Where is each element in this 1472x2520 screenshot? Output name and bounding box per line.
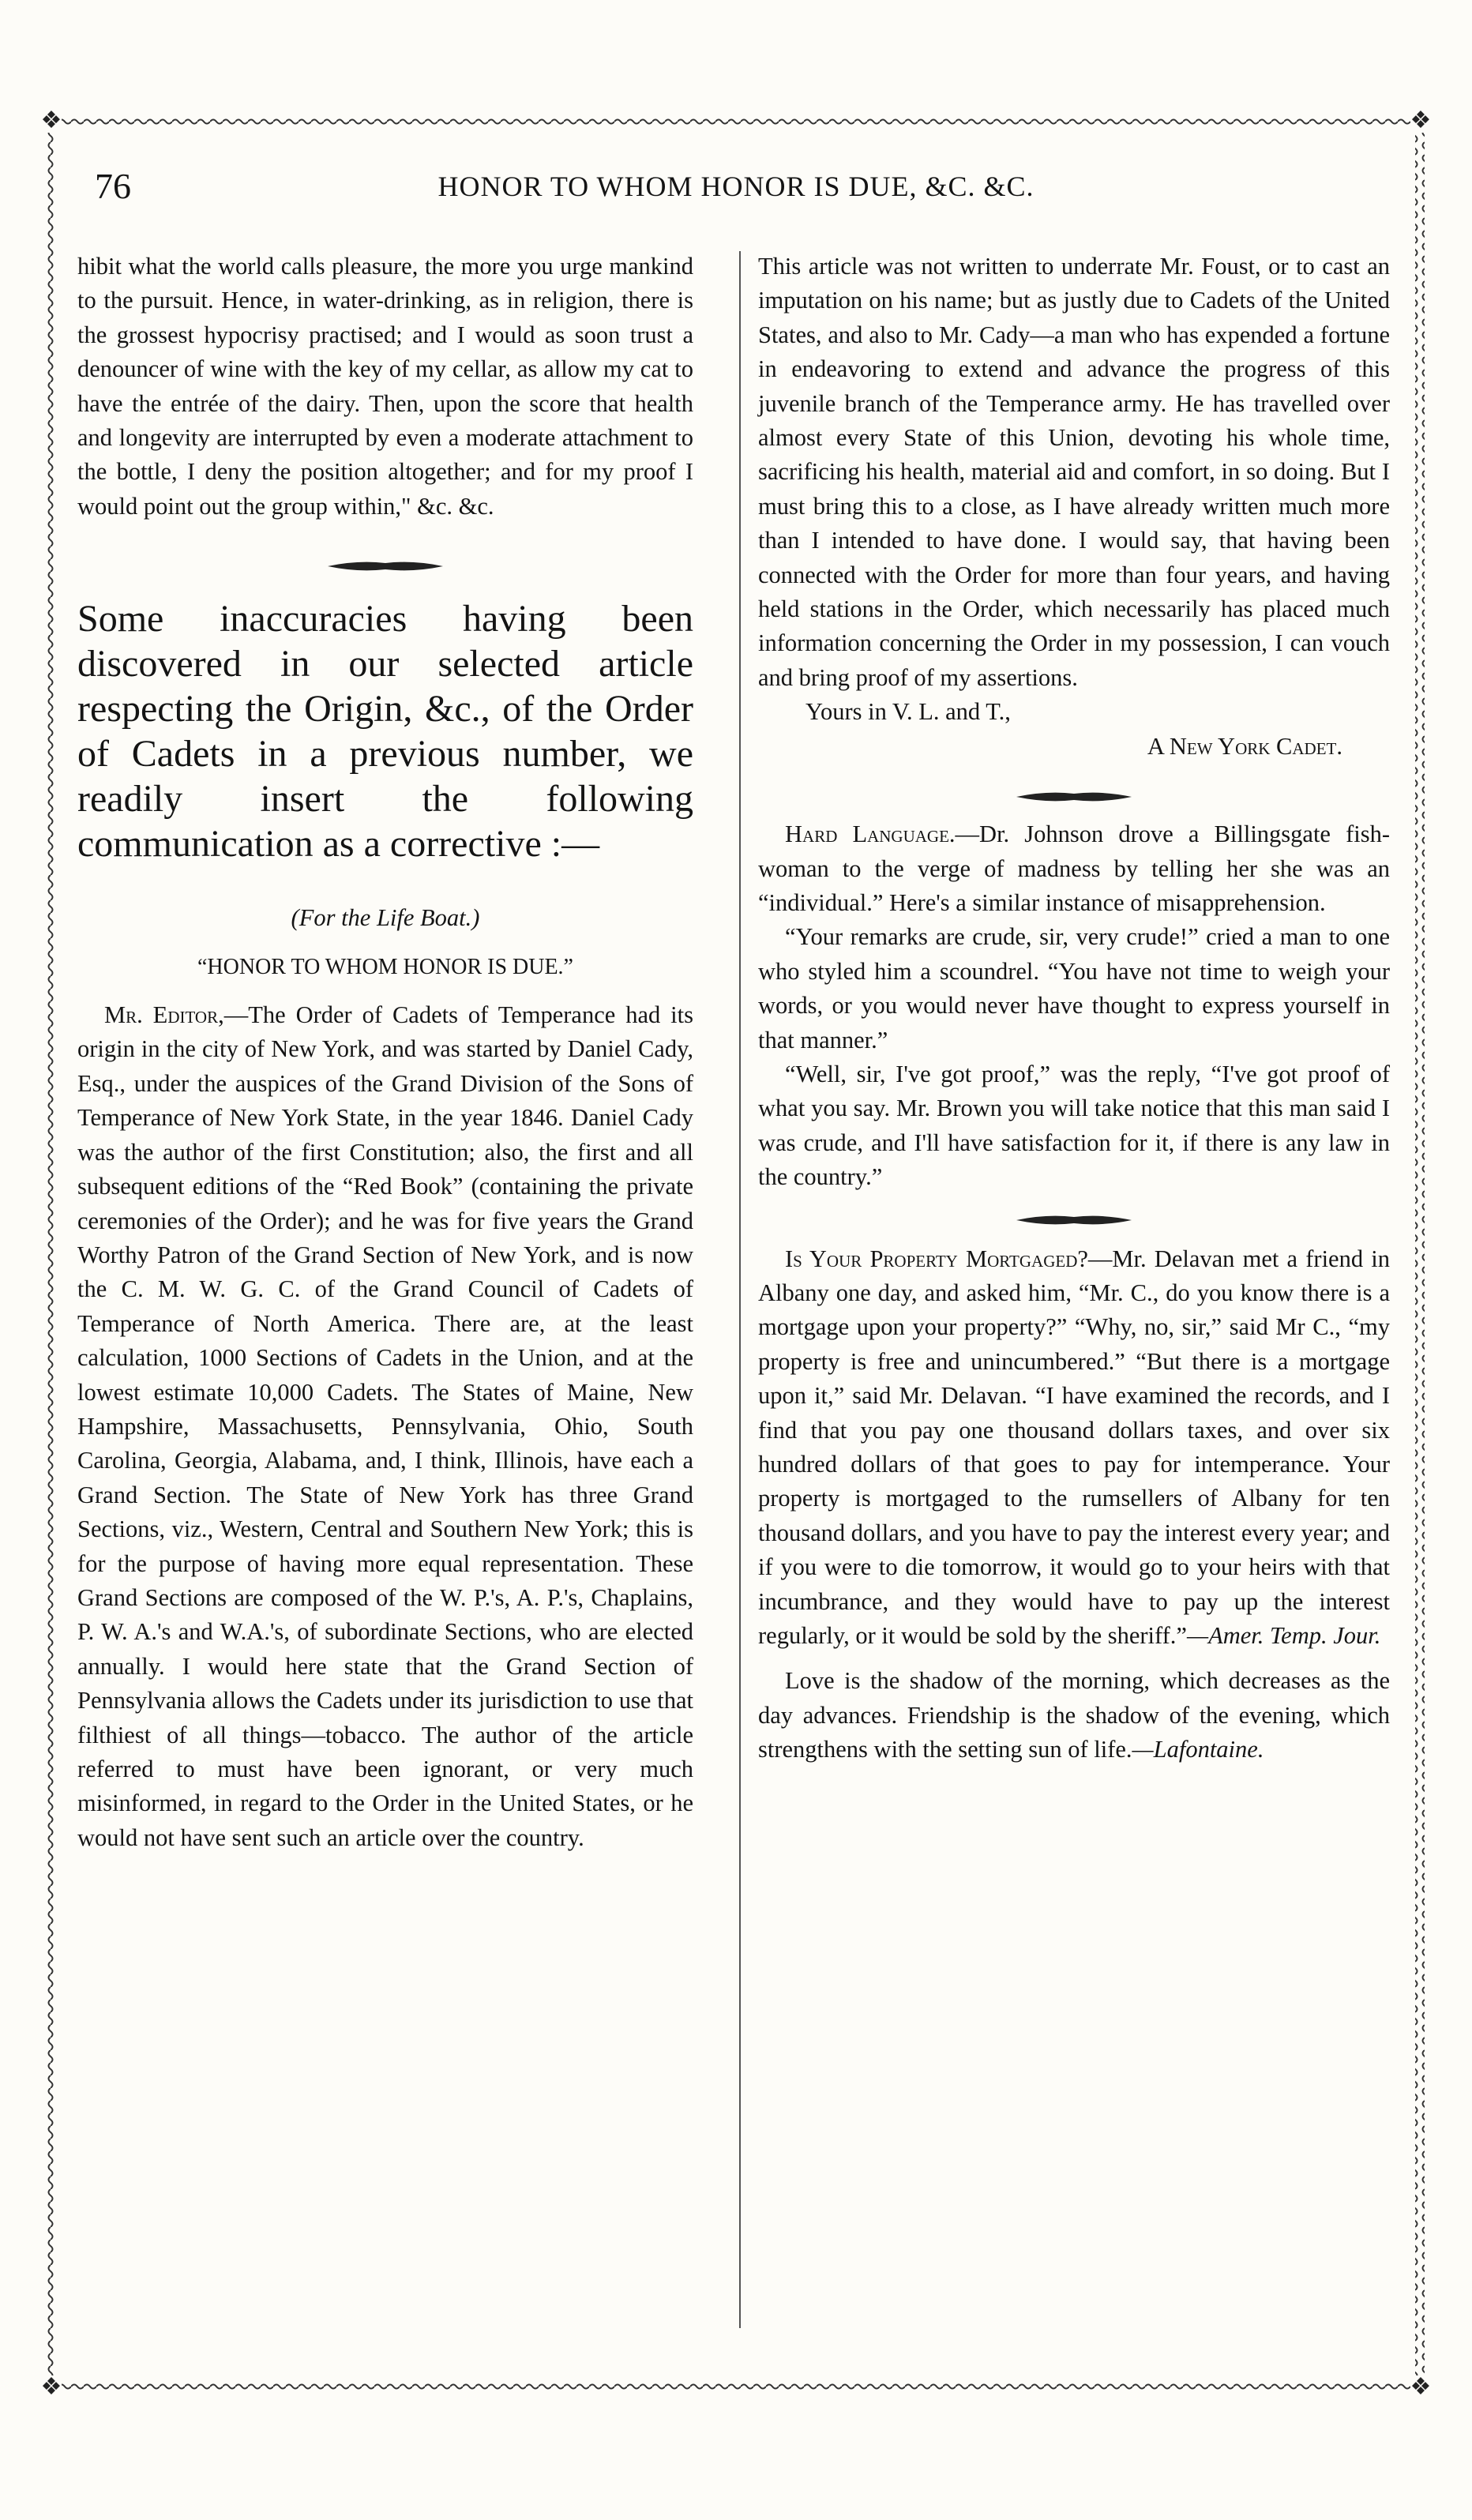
leaf-divider-icon [758, 1204, 1390, 1236]
editorial-notice: Some inaccuracies having been discovered in our selected article respecting the Origin, &c., of the Order of Cadets in a previous number, we readily insert the following communication as a corrective :— [77, 598, 693, 866]
leaf-divider-icon [77, 550, 693, 582]
quote-source: —Lafontaine. [1132, 1736, 1264, 1763]
article-text: —Dr. Johnson drove a Billingsgate fish-woman to the verge of madness by telling her she was an “individual.” Here's a similar instance of misapprehension. [758, 821, 1390, 916]
article-title: Is Your Property Mortgaged? [785, 1245, 1088, 1272]
letter-body [77, 998, 693, 1855]
quote-text: Love is the shadow of the morning, which decreases as the day advances. Friendship is the shadow of the evening, which strengthens with the setting sun of life. [758, 1667, 1390, 1763]
page-frame [40, 107, 1432, 2400]
column-rule [739, 251, 741, 2328]
source-credit: (For the Life Boat.) [291, 904, 480, 932]
ornament-corner-icon: ❖ [1410, 2374, 1432, 2400]
closing-line: Yours in V. L. and T., [805, 698, 1011, 726]
running-head [95, 163, 1377, 210]
page-number: 76 [95, 166, 131, 206]
quote-lafontaine [758, 1664, 1390, 1767]
ornament-corner-icon: ❖ [40, 107, 62, 133]
body-paragraph: hibit what the world calls pleasure, the more you urge mankind to the pursuit. Hence, in water-drinking, as in religion, there is the grossest hypocrisy practised; and I would as soon trust a denouncer of wine with the key of my cellar, as allow my cat to have the entrée of the dairy. Then, upon the score that health and longevity are interrupted by even a moderate attachment to the bottle, I deny the position altogether; and for my proof I would point out the group within," &c. &c. [77, 253, 693, 520]
salutation: Mr. Editor, [104, 1001, 224, 1029]
page-title: HONOR TO WHOM HONOR IS DUE, &C. &C. [437, 171, 1035, 202]
article-title: Hard Language. [785, 821, 956, 848]
letter-text: —The Order of Cadets of Temperance had its origin in the city of New York, and was started by Daniel Cady, Esq., under the auspices of the Grand Division of the Sons of Temperance of New York State, in the year 1846. Daniel Cady was the author of the first Constitution; also, the first and all subsequent editions of the “Red Book” (containing the private ceremonies of the Order); and he was for five years the Grand Worthy Patron of the Grand Section of New York, and is now the C. M. W. G. C. of the Grand Council of Cadets of Temperance of North America. There are, at the least calculation, 1000 Sections of Cadets in the Union, and at the lowest estimate 10,000 Cadets. The States of Maine, New Hampshire, Massachusetts, Pennsylvania, Ohio, South Carolina, Georgia, Alabama, and, I think, Illinois, have each a Grand Section. The State of New York has three Grand Sections, viz., Western, Central and Southern New York; this is for the purpose of having more equal representation. These Grand Sections are composed of the W. P.'s, A. P.'s, Chaplains, P. W. A.'s and W.A.'s, of subordinate Sections, who are elected annually. I would here state that the Grand Section of Pennsylvania allows the Cadets under its jurisdiction to use that filthiest of all things—tobacco. The author of the article referred to must have been ignorant, or very much misinformed, in regard to the Order in the United States, or he would not have sent such an article over the country. [77, 1001, 693, 1851]
ornament-corner-icon: ❖ [1410, 107, 1432, 133]
leaf-divider-icon [758, 781, 1390, 813]
body-paragraph: “Your remarks are crude, sir, very crude!” cried a man to one who styled him a scoundrel. “You have not time to weigh your words, or you would never have thought to express yourself in that manner.” [758, 923, 1390, 1053]
article-hard-language [758, 817, 1390, 920]
ornament-corner-icon: ❖ [40, 2374, 62, 2400]
body-paragraph: “Well, sir, I've got proof,” was the reply, “I've got proof of what you say. Mr. Brown you will take notice that this man said I was crude, and I'll have satisfaction for it, if there is any law in the country.” [758, 1060, 1390, 1191]
left-column [77, 250, 693, 1855]
article-heading: “HONOR TO WHOM HONOR IS DUE.” [197, 954, 573, 979]
article-mortgage [758, 1242, 1390, 1654]
body-paragraph: This article was not written to underrate Mr. Foust, or to cast an imputation on his name; but as justly due to Cadets of the United States, and also to Mr. Cady—a man who has expended a fortune in endeavoring to extend and advance the progress of this juvenile branch of the Temperance army. He has travelled over almost every State of this Union, devoting his whole time, sacrificing his health, material aid and comfort, in so doing. But I must bring this to a close, as I have already written much more than I intended to have done. I would say, that having been connected with the Order for more than four years, and having held stations in the Order, which necessarily has placed much information concerning the Order in my possession, I can vouch and bring proof of my assertions. [758, 253, 1390, 691]
right-column [758, 250, 1390, 1767]
article-text: —Mr. Delavan met a friend in Albany one day, and asked him, “Mr. C., do you know there is a mortgage upon your property?” “Why, no, sir,” said Mr C., “my property is free and unincumbered.” “But there is a mortgage upon it,” said Mr. Delavan. “I have examined the records, and I find that you pay one thousand dollars taxes, and over six hundred dollars of that goes to pay for intemperance. Your property is mortgaged to the rumsellers of Albany for ten thousand dollars, and you have to pay the interest every year; and if you were to die tomorrow, it would go to your heirs with that incumbrance, and they would have to pay up the interest regularly, or it would be sold by the sheriff.” [758, 1245, 1390, 1650]
article-source: —Amer. Temp. Jour. [1186, 1622, 1381, 1650]
signature: A New York Cadet. [1147, 732, 1342, 760]
